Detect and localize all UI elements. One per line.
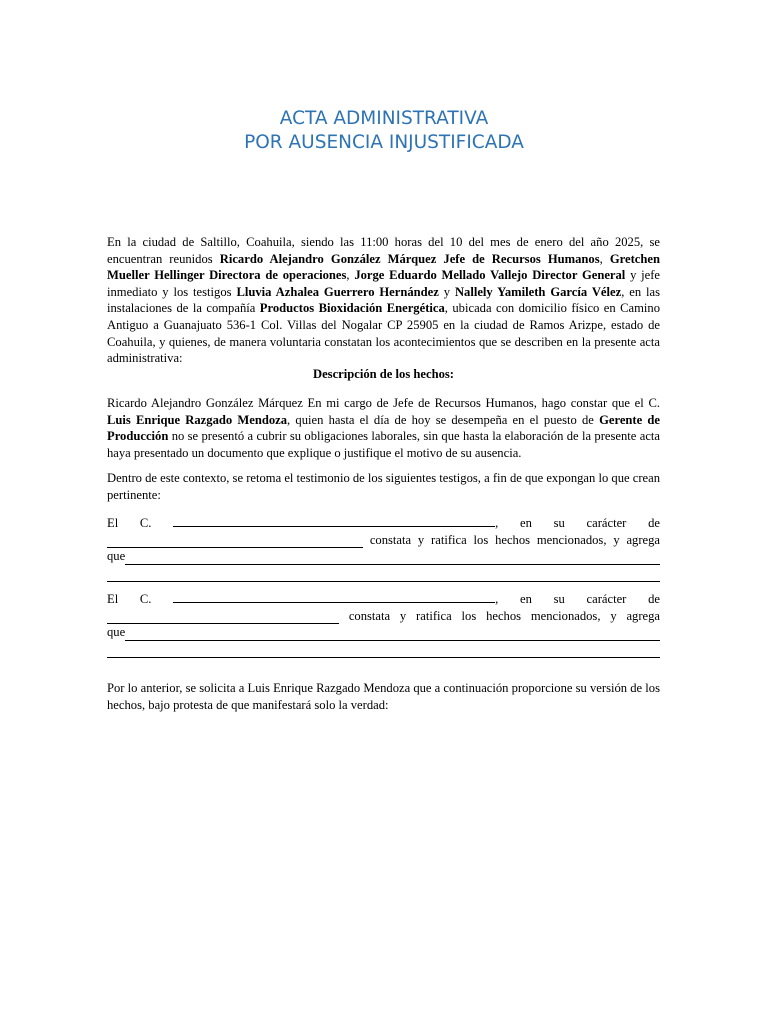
witness-block-1 <box>107 515 660 582</box>
witness-statement-blank[interactable] <box>125 629 660 641</box>
section-heading: Descripción de los hechos: <box>313 367 454 381</box>
intro-text-3: , <box>346 268 355 283</box>
witness-y: y <box>399 608 407 623</box>
intro-text-6: , en las instalaciones de la compañía <box>107 284 661 316</box>
facts-paragraph <box>107 395 660 461</box>
witness-ratifica: ratifica <box>431 532 467 547</box>
witness-y: y <box>417 532 425 547</box>
closing-paragraph: Por lo anterior, se solicita a Luis Enrique Razgado Mendoza que a continuación proporcione su versión de los hechos, bajo protesta de que manifestará solo la verdad: <box>107 681 660 712</box>
witness-c: C. <box>139 516 152 530</box>
witness-comma: , <box>495 592 499 606</box>
document-title-line-2: POR AUSENCIA INJUSTIFICADA <box>244 132 524 153</box>
intro-text-7: , ubicada con domicilio físico en Camino Antiguo a Guanajuato 536-1 Col. Villas del Nogalar CP 25905 en la ciudad de Ramos Arizpe, estado de Coahuila, y quienes, de manera voluntaria constatan los acontecimientos que se describen en la presente acta administrativa: <box>107 301 660 366</box>
intro-witness-2: Nallely Yamileth García Vélez <box>454 284 622 299</box>
witness-block-2 <box>107 591 660 658</box>
witness-y-2: y <box>613 532 620 547</box>
intro-paragraph <box>107 234 660 367</box>
witness-en: en <box>520 516 532 530</box>
witness-su: su <box>553 592 565 606</box>
facts-employee-name: Luis Enrique Razgado Mendoza <box>107 412 288 427</box>
witness-comma: , <box>495 516 499 530</box>
intro-general-director: Jorge Eduardo Mellado Vallejo Director General <box>354 268 626 283</box>
witness-que: que <box>107 625 126 640</box>
witness-en: en <box>520 592 532 606</box>
witness-los: los <box>473 532 489 547</box>
facts-text-3: no se presentó a cubrir su obligaciones laborales, sin que hasta la elaboración de la presente acta haya presentado un documento que explique o justifique el motivo de su ausencia. <box>107 429 660 460</box>
witness-statement-line[interactable] <box>107 570 660 582</box>
witness-hechos: hechos <box>486 608 522 623</box>
document-title-line-1: ACTA ADMINISTRATIVA <box>279 108 489 129</box>
witness-constata: constata <box>369 532 412 547</box>
witness-de: de <box>648 592 660 606</box>
intro-text-4: y jefe inmediato y los testigos <box>107 268 661 299</box>
witness-hechos: hechos <box>495 532 531 547</box>
witness-mencionados: mencionados, <box>536 532 607 547</box>
witness-el: El <box>107 516 119 530</box>
witness-role-blank[interactable] <box>107 612 339 624</box>
witness-su: su <box>553 516 565 530</box>
witness-c: C. <box>139 592 152 606</box>
context-paragraph: Dentro de este contexto, se retoma el testimonio de los siguientes testigos, a fin de que expongan lo que crean pertinente: <box>107 471 660 502</box>
intro-hr-head: Ricardo Alejandro González Márquez Jefe de Recursos Humanos <box>219 251 600 266</box>
witness-y-2: y <box>610 608 617 623</box>
witness-caracter: carácter <box>586 516 627 530</box>
witness-el: El <box>107 592 119 606</box>
witness-name-blank[interactable] <box>173 591 495 603</box>
witness-de: de <box>648 516 660 530</box>
witness-ratifica: ratifica <box>416 608 452 623</box>
facts-position: Gerente de Producción <box>107 412 660 444</box>
witness-agrega: agrega <box>626 608 660 623</box>
intro-ops-director: Gretchen Mueller Hellinger Directora de operaciones <box>107 251 660 283</box>
witness-agrega: agrega <box>626 532 660 547</box>
witness-mencionados: mencionados, <box>530 608 601 623</box>
intro-text-5: y <box>438 284 455 299</box>
witness-role-blank[interactable] <box>107 536 363 548</box>
facts-text-1: Ricardo Alejandro González Márquez En mi cargo de Jefe de Recursos Humanos, hago constar que el C. <box>107 396 660 410</box>
witness-statement-line[interactable] <box>107 646 660 658</box>
witness-que: que <box>107 549 126 564</box>
witness-los: los <box>461 608 477 623</box>
intro-witness-1: Lluvia Azhalea Guerrero Hernández <box>236 284 439 299</box>
intro-text-1: En la ciudad de Saltillo, Coahuila, siendo las 11:00 horas del 10 del mes de enero del año 2025, se encuentran reunidos <box>107 235 660 266</box>
facts-text-2: , quien hasta el día de hoy se desempeña en el puesto de <box>287 412 600 427</box>
witness-caracter: carácter <box>586 592 627 606</box>
witness-constata: constata <box>348 608 391 623</box>
witness-name-blank[interactable] <box>173 515 495 527</box>
witness-statement-blank[interactable] <box>125 553 660 565</box>
intro-company-name: Productos Bioxidación Energética <box>259 301 445 316</box>
intro-text-2: , <box>599 251 610 266</box>
